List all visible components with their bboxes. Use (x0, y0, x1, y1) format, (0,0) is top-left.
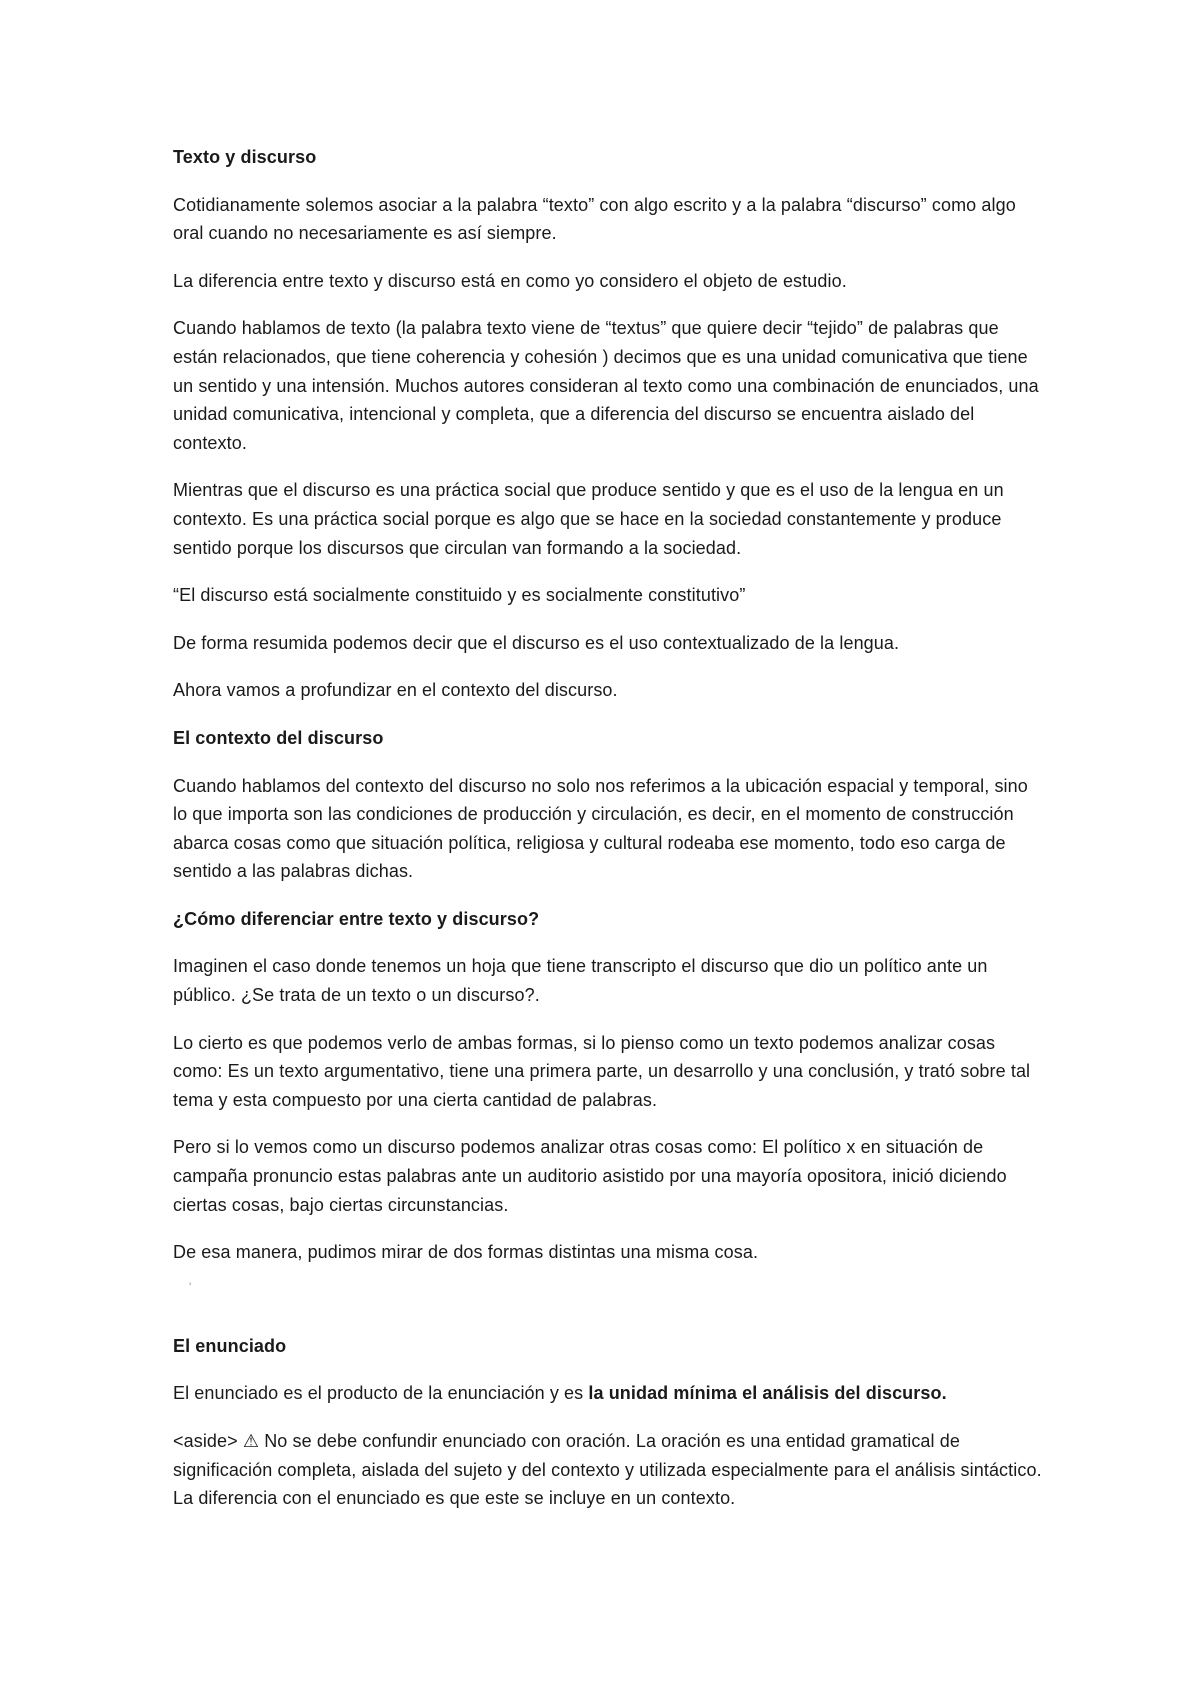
aside-paragraph: <aside> ⚠ No se debe confundir enunciado con oración. La oración es una entidad gramatical de significación completa, aislada del sujeto y del contexto y utilizada especialmente para el análisis sintáctico. La diferencia con el enunciado es que este se incluye en un contexto. (173, 1431, 1042, 1509)
paragraph: Imaginen el caso donde tenemos un hoja que tiene transcripto el discurso que dio un político ante un público. ¿Se trata de un texto o un discurso?. (173, 956, 988, 1006)
paragraph: Cuando hablamos de texto (la palabra texto viene de “textus” que quiere decir “tejido” de palabras que están relacionados, que tiene coherencia y cohesión ) decimos que es una unidad comunicativa que tiene un sentido y una intensión. Muchos autores consideran al texto como una combinación de enunciados, una unidad comunicativa, intencional y completa, que a diferencia del discurso se encuentra aislado del contexto. (173, 318, 1039, 453)
bold-definition: la unidad mínima el análisis del discurso. (588, 1383, 947, 1404)
paragraph: Mientras que el discurso es una práctica social que produce sentido y que es el uso de la lengua en un contexto. Es una práctica social porque es algo que se hace en la sociedad constantemente y produce sentido porque los discursos que circulan van formando a la sociedad. (173, 480, 1004, 558)
paragraph: De esa manera, pudimos mirar de dos formas distintas una misma cosa. (173, 1242, 759, 1263)
paragraph: De forma resumida podemos decir que el discurso es el uso contextualizado de la lengua. (173, 632, 900, 653)
paragraph: La diferencia entre texto y discurso está en como yo considero el objeto de estudio. (173, 270, 847, 291)
paragraph-enunciado (173, 1379, 1043, 1408)
section-title-enunciado: El enunciado (173, 1335, 287, 1356)
paragraph: Lo cierto es que podemos verlo de ambas formas, si lo pienso como un texto podemos analizar cosas como: Es un texto argumentativo, tiene una primera parte, un desarrollo y una conclusión, y trató sobre tal tema y esta compuesto por una cierta cantidad de palabras. (173, 1032, 1031, 1110)
paragraph: Pero si lo vemos como un discurso podemos analizar otras cosas como: El político x en situación de campaña pronuncio estas palabras ante un auditorio asistido por una mayoría opositora, inició diciendo ciertas cosas, bajo ciertas circunstancias. (173, 1137, 1007, 1215)
paragraph-text: El enunciado es el producto de la enunciación y es (173, 1383, 589, 1404)
section-title-texto-y-discurso: Texto y discurso (173, 147, 317, 167)
stray-mark: ' (189, 1279, 192, 1294)
paragraph: Cotidianamente solemos asociar a la palabra “texto” con algo escrito y a la palabra “discurso” como algo oral cuando no necesariamente es así siempre. (173, 194, 1016, 244)
section-title-diferenciar: ¿Cómo diferenciar entre texto y discurso? (173, 908, 540, 929)
section-title-contexto: El contexto del discurso (173, 727, 384, 748)
document-body (173, 143, 1043, 1532)
paragraph: Cuando hablamos del contexto del discurso no solo nos referimos a la ubicación espacial y temporal, sino lo que importa son las condiciones de producción y circulación, es decir, en el momento de construcción abarca cosas como que situación política, religiosa y cultural rodeaba ese momento, todo eso carga de sentido a las palabras dichas. (173, 775, 1028, 882)
paragraph: Ahora vamos a profundizar en el contexto del discurso. (173, 680, 618, 701)
quote-paragraph: “El discurso está socialmente constituido y es socialmente constitutivo” (173, 585, 746, 606)
